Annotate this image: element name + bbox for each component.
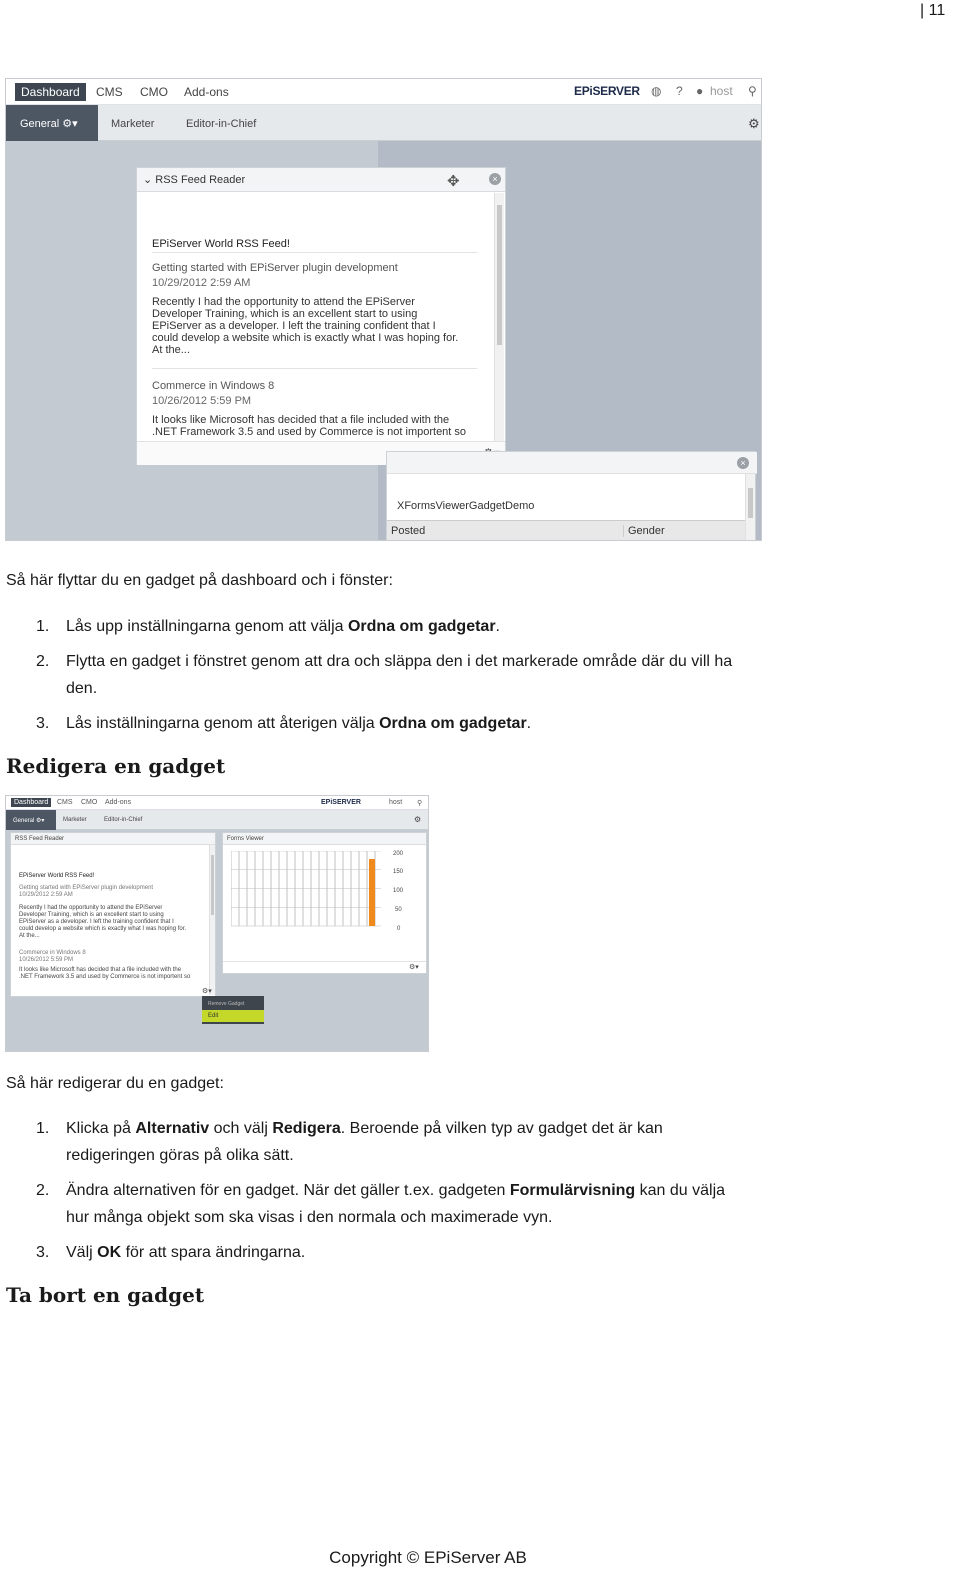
feed-item-body bbox=[19, 905, 186, 940]
page-number: | 11 bbox=[920, 2, 946, 19]
gadget-options-icon[interactable]: ⚙▾ bbox=[202, 988, 212, 995]
list-number: 1. bbox=[36, 618, 50, 635]
settings-gear-icon[interactable]: ⚙ bbox=[748, 116, 760, 131]
form-table-header bbox=[387, 520, 747, 541]
scrollbar-thumb[interactable] bbox=[748, 488, 753, 518]
section-heading: Redigera en gadget bbox=[6, 754, 226, 778]
ui-term: OK bbox=[97, 1244, 122, 1261]
list-item bbox=[36, 1239, 836, 1266]
column-posted[interactable]: Posted bbox=[391, 525, 426, 537]
body-line: Developer Training, which is an excellent start to using bbox=[152, 308, 418, 320]
list-item bbox=[36, 613, 836, 640]
tab-general[interactable]: General ⚙▾ bbox=[6, 810, 56, 830]
body-line: It looks like Microsoft has decided that a file included with the bbox=[19, 967, 182, 973]
gadget-title-bar[interactable] bbox=[387, 452, 757, 474]
feed-item-date: 10/29/2012 2:59 AM bbox=[19, 892, 73, 898]
body-line: At the... bbox=[152, 344, 190, 356]
menu-item-remove[interactable]: Remove Gadget bbox=[208, 1001, 245, 1007]
user-name[interactable]: host bbox=[389, 799, 403, 806]
list-number: 2. bbox=[36, 1182, 50, 1199]
feed-title: EPiServer World RSS Feed! bbox=[152, 238, 290, 250]
feed-item-title[interactable]: Commerce in Windows 8 bbox=[152, 380, 275, 392]
body-line: EPiServer as a developer. I left the training confident that I bbox=[152, 320, 436, 332]
list-text: . bbox=[495, 618, 500, 635]
list-text: kan du välja bbox=[635, 1182, 726, 1199]
y-tick: 200 bbox=[393, 851, 404, 857]
scrollbar[interactable] bbox=[745, 474, 755, 541]
gadget-title-bar[interactable] bbox=[223, 833, 426, 845]
feed-item-title[interactable]: Commerce in Windows 8 bbox=[19, 950, 86, 956]
list-item bbox=[36, 710, 836, 737]
body-line: Recently I had the opportunity to attend the EPiServer bbox=[152, 296, 415, 308]
tab-cmo[interactable]: CMO bbox=[81, 799, 98, 806]
settings-gear-icon[interactable]: ⚙ bbox=[414, 815, 422, 824]
feed-item-title[interactable]: Getting started with EPiServer plugin development bbox=[19, 885, 154, 891]
user-name[interactable]: host bbox=[710, 84, 733, 98]
chart-bar bbox=[369, 859, 375, 926]
gadget-title: RSS Feed Reader bbox=[155, 174, 246, 186]
user-icon[interactable]: ● bbox=[696, 84, 704, 98]
feed-item-body bbox=[19, 967, 190, 981]
list-text: Välj bbox=[66, 1244, 98, 1261]
episerver-logo: EPiSERVER bbox=[321, 799, 361, 806]
body-line: .NET Framework 3.5 and used by Commerce is not importent so bbox=[19, 974, 191, 980]
ui-term: Ordna om gadgetar bbox=[347, 618, 496, 635]
list-text: Lås upp inställningarna genom att välja bbox=[66, 618, 348, 635]
tab-marketer[interactable]: Marketer bbox=[63, 817, 87, 823]
list-number: 3. bbox=[36, 715, 50, 732]
dashboard-screenshot-move bbox=[5, 78, 762, 541]
list-number: 2. bbox=[36, 653, 50, 670]
tab-general[interactable] bbox=[6, 105, 98, 141]
dashboard-screenshot-edit bbox=[5, 795, 429, 1052]
scrollbar[interactable] bbox=[209, 845, 215, 995]
gadget-context-menu bbox=[202, 996, 264, 1024]
tab-add-ons[interactable]: Add-ons bbox=[184, 85, 229, 99]
form-title: XFormsViewerGadgetDemo bbox=[397, 500, 535, 512]
feed-item-body bbox=[152, 296, 458, 356]
menu-item-edit[interactable]: Edit bbox=[202, 1010, 264, 1022]
rss-feed-gadget[interactable] bbox=[10, 832, 216, 997]
tab-cmo[interactable]: CMO bbox=[140, 85, 168, 99]
list-text: redigeringen göras på olika sätt. bbox=[66, 1147, 294, 1164]
collapse-icon[interactable]: ⌄ bbox=[143, 174, 156, 186]
forms-chart bbox=[231, 851, 421, 956]
divider bbox=[152, 252, 477, 253]
gadget-title: Forms Viewer bbox=[227, 836, 264, 842]
scrollbar-thumb[interactable] bbox=[211, 855, 214, 915]
top-navigation-bar bbox=[6, 79, 762, 105]
body-line: EPiServer as a developer. I left the training confident that I bbox=[19, 919, 174, 925]
search-icon[interactable]: ⚲ bbox=[748, 84, 757, 98]
ui-term: Formulärvisning bbox=[509, 1182, 636, 1199]
tab-general-label: General bbox=[13, 818, 35, 824]
intro-move: Så här flyttar du en gadget på dashboard och i fönster: bbox=[6, 572, 393, 589]
feed-title: EPiServer World RSS Feed! bbox=[19, 873, 95, 879]
body-line: It looks like Microsoft has decided that a file included with the bbox=[152, 414, 450, 426]
help-icon[interactable]: ? bbox=[676, 84, 683, 98]
feed-item-body bbox=[152, 414, 466, 438]
gadget-footer bbox=[223, 961, 426, 973]
list-text: hur många objekt som ska visas i den normala och maximerade vyn. bbox=[66, 1209, 553, 1226]
list-text: Klicka på bbox=[66, 1120, 136, 1137]
gadget-options-icon[interactable]: ⚙▾ bbox=[409, 964, 419, 971]
list-item bbox=[36, 1177, 846, 1231]
tab-dashboard[interactable]: Dashboard bbox=[15, 83, 86, 101]
scrollbar-thumb[interactable] bbox=[497, 205, 502, 345]
list-number: 1. bbox=[36, 1120, 50, 1137]
y-tick: 150 bbox=[393, 869, 404, 875]
feed-item-date: 10/26/2012 5:59 PM bbox=[152, 395, 252, 407]
move-icon[interactable]: ✥ bbox=[447, 173, 460, 190]
tab-add-ons[interactable]: Add-ons bbox=[105, 799, 132, 806]
body-line: .NET Framework 3.5 and used by Commerce is not importent so bbox=[152, 426, 467, 438]
ui-term: Redigera bbox=[272, 1120, 341, 1137]
gadget-title: RSS Feed Reader bbox=[15, 836, 65, 842]
list-item bbox=[36, 1115, 836, 1169]
tab-dashboard[interactable]: Dashboard bbox=[11, 798, 51, 807]
dashboard-tabs-bar bbox=[6, 105, 762, 141]
tab-cms[interactable]: CMS bbox=[57, 799, 73, 806]
episerver-logo: EPiSERVER bbox=[574, 84, 640, 98]
scrollbar[interactable] bbox=[494, 193, 504, 441]
tab-cms[interactable]: CMS bbox=[96, 85, 123, 99]
globe-icon[interactable]: ◍ bbox=[651, 84, 662, 98]
y-tick: 100 bbox=[393, 888, 404, 894]
column-gender[interactable]: Gender bbox=[623, 525, 665, 537]
list-number: 3. bbox=[36, 1244, 50, 1261]
intro-edit: Så här redigerar du en gadget: bbox=[6, 1075, 224, 1092]
close-icon[interactable]: × bbox=[737, 457, 749, 469]
footer-copyright: Copyright © EPiServer AB bbox=[329, 1548, 527, 1567]
body-line: could develop a website which is exactly what I was hoping for. bbox=[19, 926, 187, 932]
divider bbox=[152, 368, 477, 369]
close-icon[interactable]: × bbox=[489, 173, 501, 185]
tab-editor-in-chief[interactable]: Editor-in-Chief bbox=[104, 817, 143, 823]
ui-term: Ordna om gadgetar bbox=[379, 715, 527, 732]
list-text: för att spara ändringarna. bbox=[121, 1244, 306, 1261]
chart-grid bbox=[231, 851, 381, 926]
body-line: Developer Training, which is an excellent start to using bbox=[19, 912, 164, 918]
feed-item-date: 10/26/2012 5:59 PM bbox=[19, 957, 74, 963]
list-text: och välj bbox=[209, 1120, 273, 1137]
section-heading: Ta bort en gadget bbox=[6, 1283, 205, 1307]
top-navigation-bar bbox=[6, 796, 429, 810]
list-text: Lås inställningarna genom att återigen välja bbox=[66, 715, 380, 732]
list-text: . Beroende på vilken typ av gadget det är kan bbox=[340, 1120, 663, 1137]
feed-item-title[interactable]: Getting started with EPiServer plugin development bbox=[152, 262, 398, 274]
y-tick: 50 bbox=[395, 907, 402, 913]
rss-feed-gadget[interactable] bbox=[136, 167, 506, 465]
tab-editor-in-chief[interactable]: Editor-in-Chief bbox=[186, 118, 257, 130]
y-tick: 0 bbox=[397, 926, 401, 932]
ui-term: Alternativ bbox=[135, 1120, 210, 1137]
list-text: Flytta en gadget i fönstret genom att dra och släppa den i det markerade område där du vill ha bbox=[66, 653, 733, 670]
list-text: den. bbox=[66, 680, 98, 697]
list-text: . bbox=[526, 715, 532, 732]
body-line: Recently I had the opportunity to attend the EPiServer bbox=[19, 905, 163, 911]
gear-icon[interactable]: ⚙▾ bbox=[62, 118, 78, 130]
tab-general-label: General bbox=[20, 118, 60, 130]
xforms-viewer-gadget[interactable] bbox=[386, 451, 756, 541]
gadget-title-bar[interactable] bbox=[11, 833, 215, 845]
feed-item-date: 10/29/2012 2:59 AM bbox=[152, 277, 251, 289]
body-line: could develop a website which is exactly what I was hoping for. bbox=[152, 332, 459, 344]
list-text: Ändra alternativen för en gadget. När det gäller t.ex. gadgeten bbox=[66, 1182, 510, 1199]
forms-viewer-gadget[interactable] bbox=[222, 832, 427, 974]
body-line: At the... bbox=[19, 933, 40, 939]
search-icon[interactable]: ⚲ bbox=[417, 800, 423, 807]
list-item bbox=[36, 648, 846, 702]
tab-marketer[interactable]: Marketer bbox=[111, 118, 155, 130]
dashboard-tabs-bar bbox=[6, 810, 429, 830]
